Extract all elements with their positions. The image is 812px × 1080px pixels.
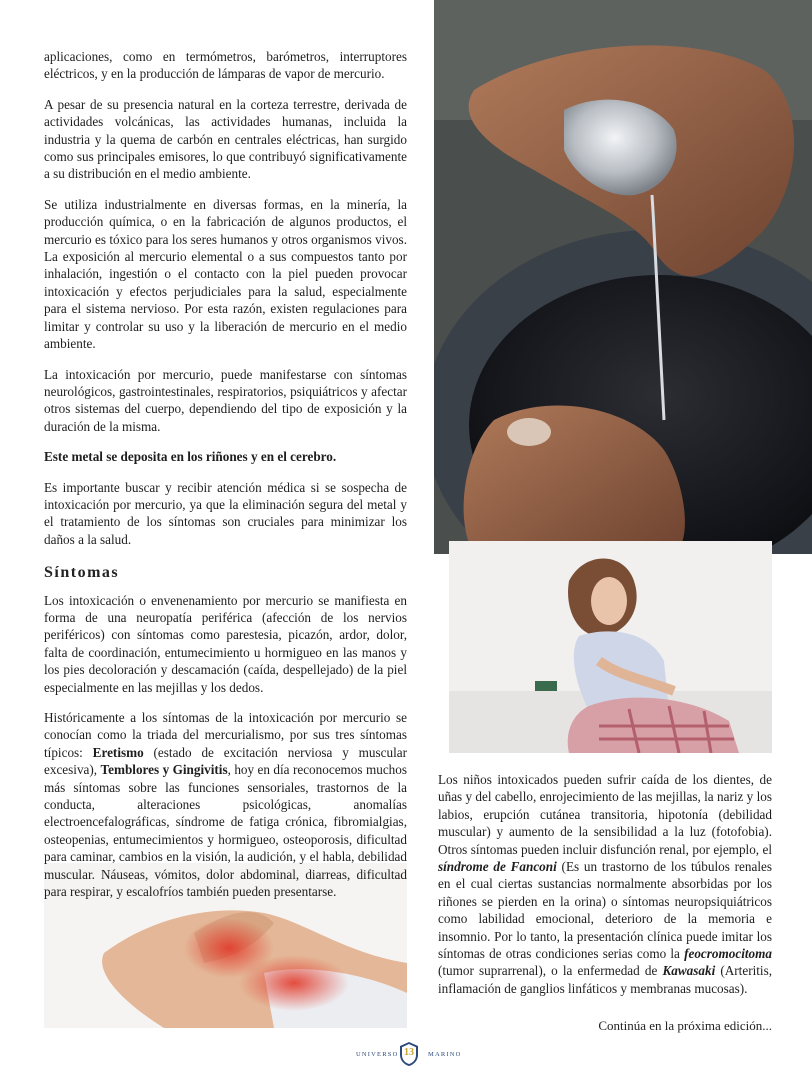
text-span: Los niños intoxicados pueden sufrir caída de los dientes, de uñas y del cabello, enrojecimiento de las mejillas, la nariz y los labios, erupción cutánea transitoria, hipotonía (debilidad muscular) y aumento de la sensibilidad a la luz (fotofobia). Otros síntomas pueden incluir disfunción renal, por ejemplo, el (438, 772, 772, 857)
paragraph-children (438, 771, 772, 997)
right-text-column (438, 771, 772, 997)
text-span: (tumor suprarrenal), o la enfermedad de (438, 963, 663, 979)
left-text-column (44, 48, 407, 913)
text-span: (estado de excitación nerviosa y muscular excesiva), (44, 744, 407, 778)
paragraph: La intoxicación por mercurio, puede manifestarse con síntomas neurológicos, gastrointestinales, respiratorios, psiquiátricos y afectar otros sistemas del cuerpo, dependiendo del tipo de exposición y la duración de la misma. (44, 366, 407, 434)
mercury-hands-photo (434, 0, 812, 554)
paragraph: Es importante buscar y recibir atención médica si se sospecha de intoxicación por mercurio, ya que la eliminación segura del metal y el tratamiento de los síntomas son cruciales para minimizar los daños a la salud. (44, 479, 407, 547)
footer-marino: MARINO (428, 1051, 462, 1058)
term-feocromocitoma: feocromocitoma (684, 946, 772, 962)
term-temblores-gingivitis: Temblores y Gingivitis (100, 762, 228, 778)
highlight-paragraph: Este metal se deposita en los riñones y en el cerebro. (44, 449, 337, 465)
term-fanconi: síndrome de Fanconi (438, 859, 557, 875)
paragraph: aplicaciones, como en termómetros, barómetros, interruptores eléctricos, y en la producción de lámparas de vapor de mercurio. (44, 49, 407, 82)
term-kawasaki: Kawasaki (662, 963, 716, 979)
footer-universo: UNIVERSO (356, 1051, 399, 1058)
section-heading: Síntomas (44, 564, 120, 582)
continued-note: Continúa en la próxima edición... (598, 1018, 772, 1033)
text-span: (Es un trastorno de los túbulos renales en el cual ciertas sustancias normalmente absorbidas por los riñones se pierden en la orina) o síntomas neuropsiquiátricos como labilidad emocional, deterioro de la memoria e insomnio. Por lo tanto, la presentación clínica puede imitar los síntomas de otras condiciones serias como la (438, 859, 772, 962)
text-span: , hoy en día reconocemos muchos más síntomas sobre las funciones sensoriales, trastornos de la conducta, alteraciones psicológicas, anomalías electroencefalográficas, síndrome de fatiga crónica, fibromialgias, osteopenias, entumecimientos y hormigueo, osteoporosis, dificultad para caminar, cambios en la visión, la audición, y el habla, debilidad muscular. Náuseas, vómitos, dolor abdominal, diarreas, dificultad para respirar, y escalofríos también pueden presentarse. (44, 762, 407, 900)
term-eretismo: Eretismo (92, 744, 144, 760)
paragraph-triad (44, 709, 407, 900)
paragraph: Se utiliza industrialmente en diversas formas, en la minería, la producción química, o en la fabricación de algunos productos, el mercurio es tóxico para los seres humanos y otros organismos vivos. La exposición al mercurio elemental o a sus compuestos tanto por inhalación, ingestión o el contacto con la piel pueden provocar intoxicación y efectos perjudiciales para la salud, especialmente para el sistema nervioso. Por esta razón, existen regulaciones para limitar y controlar su uso y la liberación de mercurio en el medio ambiente. (44, 196, 407, 352)
woman-abdominal-pain-photo (449, 541, 772, 753)
paragraph: Los intoxicación o envenenamiento por mercurio se manifiesta en forma de una neuropatía periférica (afección de los nervios periféricos) con síntomas como parestesia, picazón, ardor, dolor, falta de coordinación, entumecimiento u hormigueo en las manos y los pies decoloración y descamación (caída, despellejado) de la piel especialmente en las mejillas y los dedos. (44, 592, 407, 695)
paragraph: A pesar de su presencia natural en la corteza terrestre, derivada de actividades volcánicas, las actividades humanas, incluida la industria y la quema de carbón en centrales eléctricas, han surgido como sus principales emisores, lo que contribuyó significativamente a su distribución en el medio ambiente. (44, 96, 407, 182)
text-span: (Arteritis, inflamación de ganglios linfáticos y membranas mucosas). (438, 963, 772, 996)
text-span: Históricamente a los síntomas de la intoxicación por mercurio se conocían como la triada del mercurialismo, por sus tres síntomas típicos: (44, 710, 407, 760)
page-footer (0, 1040, 812, 1070)
page-number: 13 (404, 1047, 414, 1058)
